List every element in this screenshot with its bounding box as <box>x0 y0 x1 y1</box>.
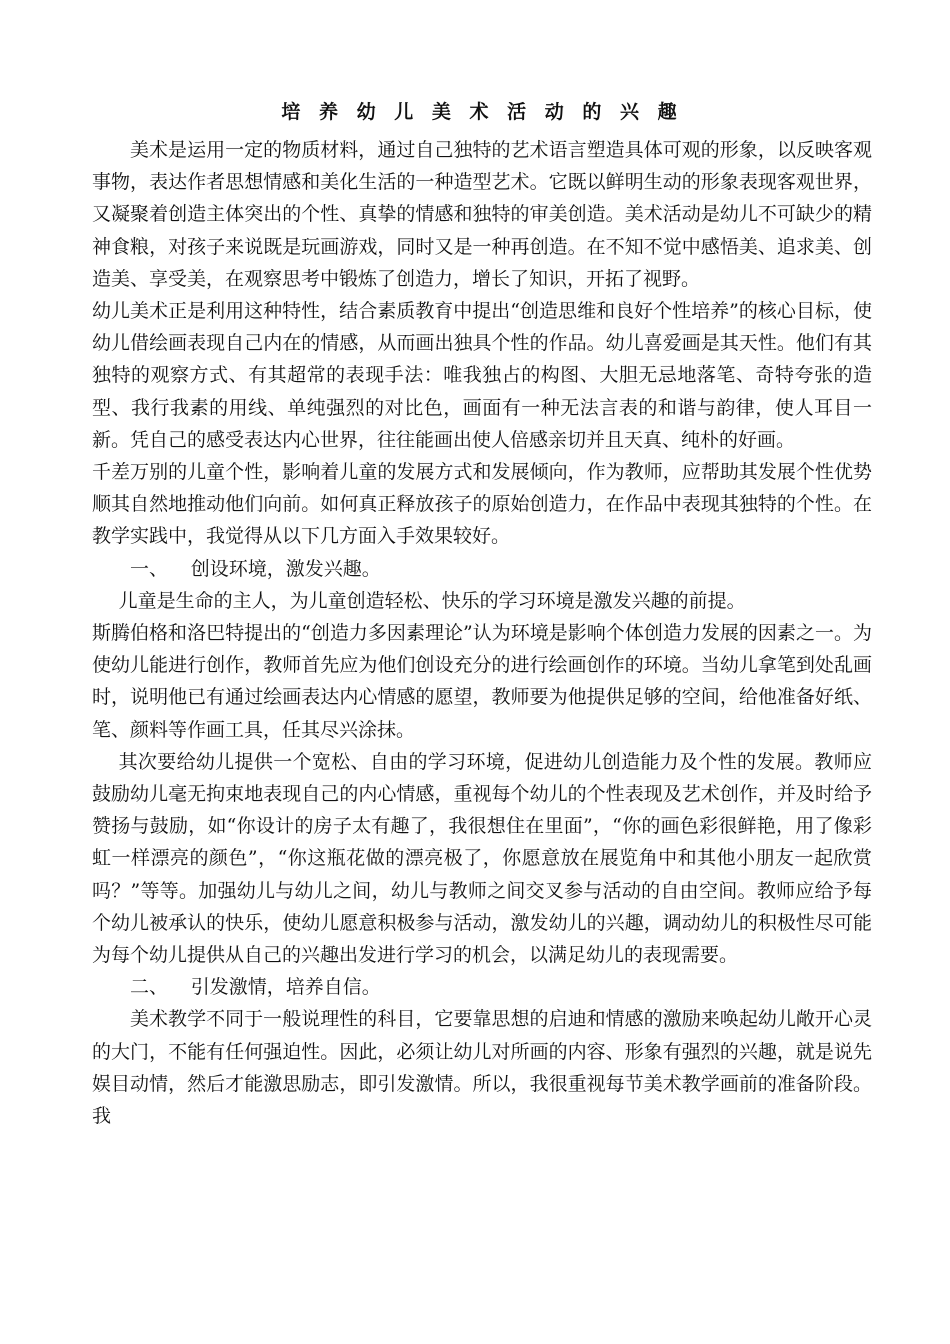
section-1-heading <box>92 553 872 585</box>
paragraph-intro: 美术是运用一定的物质材料，通过自己独特的艺术语言塑造具体可观的形象，以反映客观事物，表达作者思想情感和美化生活的一种造型艺术。它既以鲜明生动的形象表现客观世界，又凝聚着创造主体突出的个性、真挚的情感和独特的审美创造。美术活动是幼儿不可缺少的精神食粮，对孩子来说既是玩画游戏，同时又是一种再创造。在不知不觉中感悟美、追求美、创造美、享受美，在观察思考中锻炼了创造力，增长了知识，开拓了视野。 <box>92 139 872 290</box>
section-1-paragraph-2: 斯腾伯格和洛巴特提出的“创造力多因素理论”认为环境是影响个体创造力发展的因素之一。为使幼儿能进行创作，教师首先应为他们创设充分的进行绘画创作的环境。当幼儿拿笔到处乱画时，说明他已有通过绘画表达内心情感的愿望，教师要为他提供足够的空间，给他准备好纸、笔、颜料等作画工具，任其尽兴涂抹。 <box>92 622 872 741</box>
section-1-paragraph-1: 儿童是生命的主人，为儿童创造轻松、快乐的学习环境是激发兴趣的前提。 <box>118 589 746 612</box>
section-2-paragraph-1: 美术教学不同于一般说理性的科目，它要靠思想的启迪和情感的激励来唤起幼儿敞开心灵的大门，不能有任何强迫性。因此，必须让幼儿对所画的内容、形象有强烈的兴趣，就是说先娱目动情，然后才能激思励志，即引发激情。所以，我很重视每节美术教学画前的准备阶段。我 <box>92 1008 872 1128</box>
paragraph-individuality: 千差万别的儿童个性，影响着儿童的发展方式和发展倾向，作为教师，应帮助其发展个性优势顺其自然地推动他们向前。如何真正释放孩子的原始创造力，在作品中表现其独特的个性。在教学实践中，我觉得从以下几方面入手效果较好。 <box>92 461 872 548</box>
section-2-number: 二、 <box>130 976 169 999</box>
section-1-paragraph-3: 其次要给幼儿提供一个宽松、自由的学习环境，促进幼儿创造能力及个性的发展。教师应鼓励幼儿毫无拘束地表现自己的内心情感，重视每个幼儿的个性表现及艺术创作，并及时给予赞扬与鼓励，如“你设计的房子太有趣了，我很想住在里面”，“你的画色彩很鲜艳，用了像彩虹一样漂亮的颜色”，“你这瓶花做的漂亮极了，你愿意放在展览角中和其他小朋友一起欣赏吗？”等等。加强幼儿与幼儿之间，幼儿与教师之间交叉参与活动的自由空间。教师应给予每个幼儿被承认的快乐，使幼儿愿意积极参与活动，激发幼儿的兴趣，调动幼儿的积极性尽可能为每个幼儿提供从自己的兴趣出发进行学习的机会，以满足幼儿的表现需要。 <box>92 750 872 967</box>
section-1-number: 一、 <box>130 557 169 580</box>
section-2-title: 引发激情，培养自信。 <box>190 976 381 999</box>
document-page <box>92 92 872 1132</box>
document-title: 培 养 幼 儿 美 术 活 动 的 兴 趣 <box>281 101 683 123</box>
paragraph-child-art: 幼儿美术正是利用这种特性，结合素质教育中提出“创造思维和良好个性培养”的核心目标，使幼儿借绘画表现自己内在的情感，从而画出独具个性的作品。幼儿喜爱画是其天性。他们有其独特的观察方式、有其超常的表现手法：唯我独占的构图、大胆无忌地落笔、奇特夸张的造型、我行我素的用线、单纯强烈的对比色，画面有一种无法言表的和谐与韵律，使人耳目一新。凭自己的感受表达内心世界，往往能画出使人倍感亲切并且天真、纯朴的好画。 <box>92 300 872 451</box>
section-2-heading <box>92 971 872 1003</box>
section-1-title: 创设环境，激发兴趣。 <box>190 557 381 580</box>
